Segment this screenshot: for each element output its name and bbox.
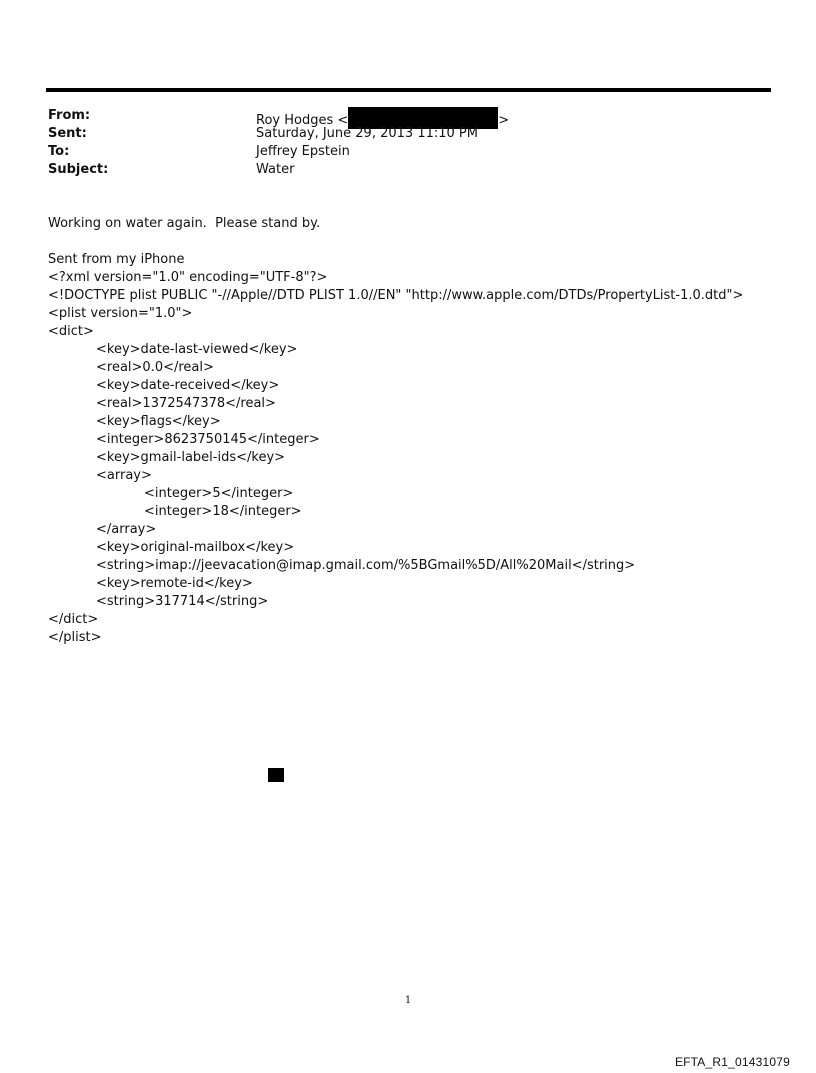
from-name: Roy Hodges <	[256, 113, 349, 128]
from-label: From:	[48, 108, 91, 123]
plist-line: <real>1372547378</real>	[96, 396, 276, 411]
plist-line: <dict>	[48, 324, 94, 339]
plist-line: <key>original-mailbox</key>	[96, 540, 295, 555]
plist-line: <array>	[96, 468, 152, 483]
plist-line: <plist version="1.0">	[48, 306, 193, 321]
message-text: Working on water again. Please stand by.	[48, 216, 321, 231]
to-label: To:	[48, 144, 70, 159]
page-number: 1	[404, 995, 412, 1006]
subject-value: Water	[256, 162, 295, 177]
plist-line: <key>gmail-label-ids</key>	[96, 450, 286, 465]
redaction-block	[268, 768, 284, 782]
sent-label: Sent:	[48, 126, 87, 141]
email-body	[48, 215, 768, 647]
plist-line: <integer>8623750145</integer>	[96, 432, 320, 447]
document-id: EFTA_R1_01431079	[674, 1055, 790, 1069]
signature-text: Sent from my iPhone	[48, 252, 185, 267]
spacer	[48, 233, 768, 251]
plist-line: <integer>18</integer>	[144, 504, 302, 519]
plist-line: <key>remote-id</key>	[96, 576, 253, 591]
plist-line: <string>imap://jeevacation@imap.gmail.com/%5BGmail%5D/All%20Mail</string>	[96, 558, 636, 573]
plist-line: </plist>	[48, 630, 102, 645]
plist-line: <real>0.0</real>	[96, 360, 214, 375]
header-rule	[46, 88, 771, 92]
plist-line: <key>date-received</key>	[96, 378, 280, 393]
plist-line: </dict>	[48, 612, 99, 627]
subject-label: Subject:	[48, 162, 109, 177]
plist-line: <?xml version="1.0" encoding="UTF-8"?>	[48, 270, 328, 285]
from-close: >	[498, 113, 510, 128]
plist-line: <!DOCTYPE plist PUBLIC "-//Apple//DTD PLIST 1.0//EN" "http://www.apple.com/DTDs/PropertyList-1.0.dtd">	[48, 288, 744, 303]
plist-line: <key>date-last-viewed</key>	[96, 342, 298, 357]
plist-line: </array>	[96, 522, 157, 537]
plist-line: <string>317714</string>	[96, 594, 269, 609]
to-value: Jeffrey Epstein	[256, 144, 350, 159]
sent-value: Saturday, June 29, 2013 11:10 PM	[256, 126, 478, 141]
plist-line: <key>flags</key>	[96, 414, 221, 429]
plist-line: <integer>5</integer>	[144, 486, 294, 501]
